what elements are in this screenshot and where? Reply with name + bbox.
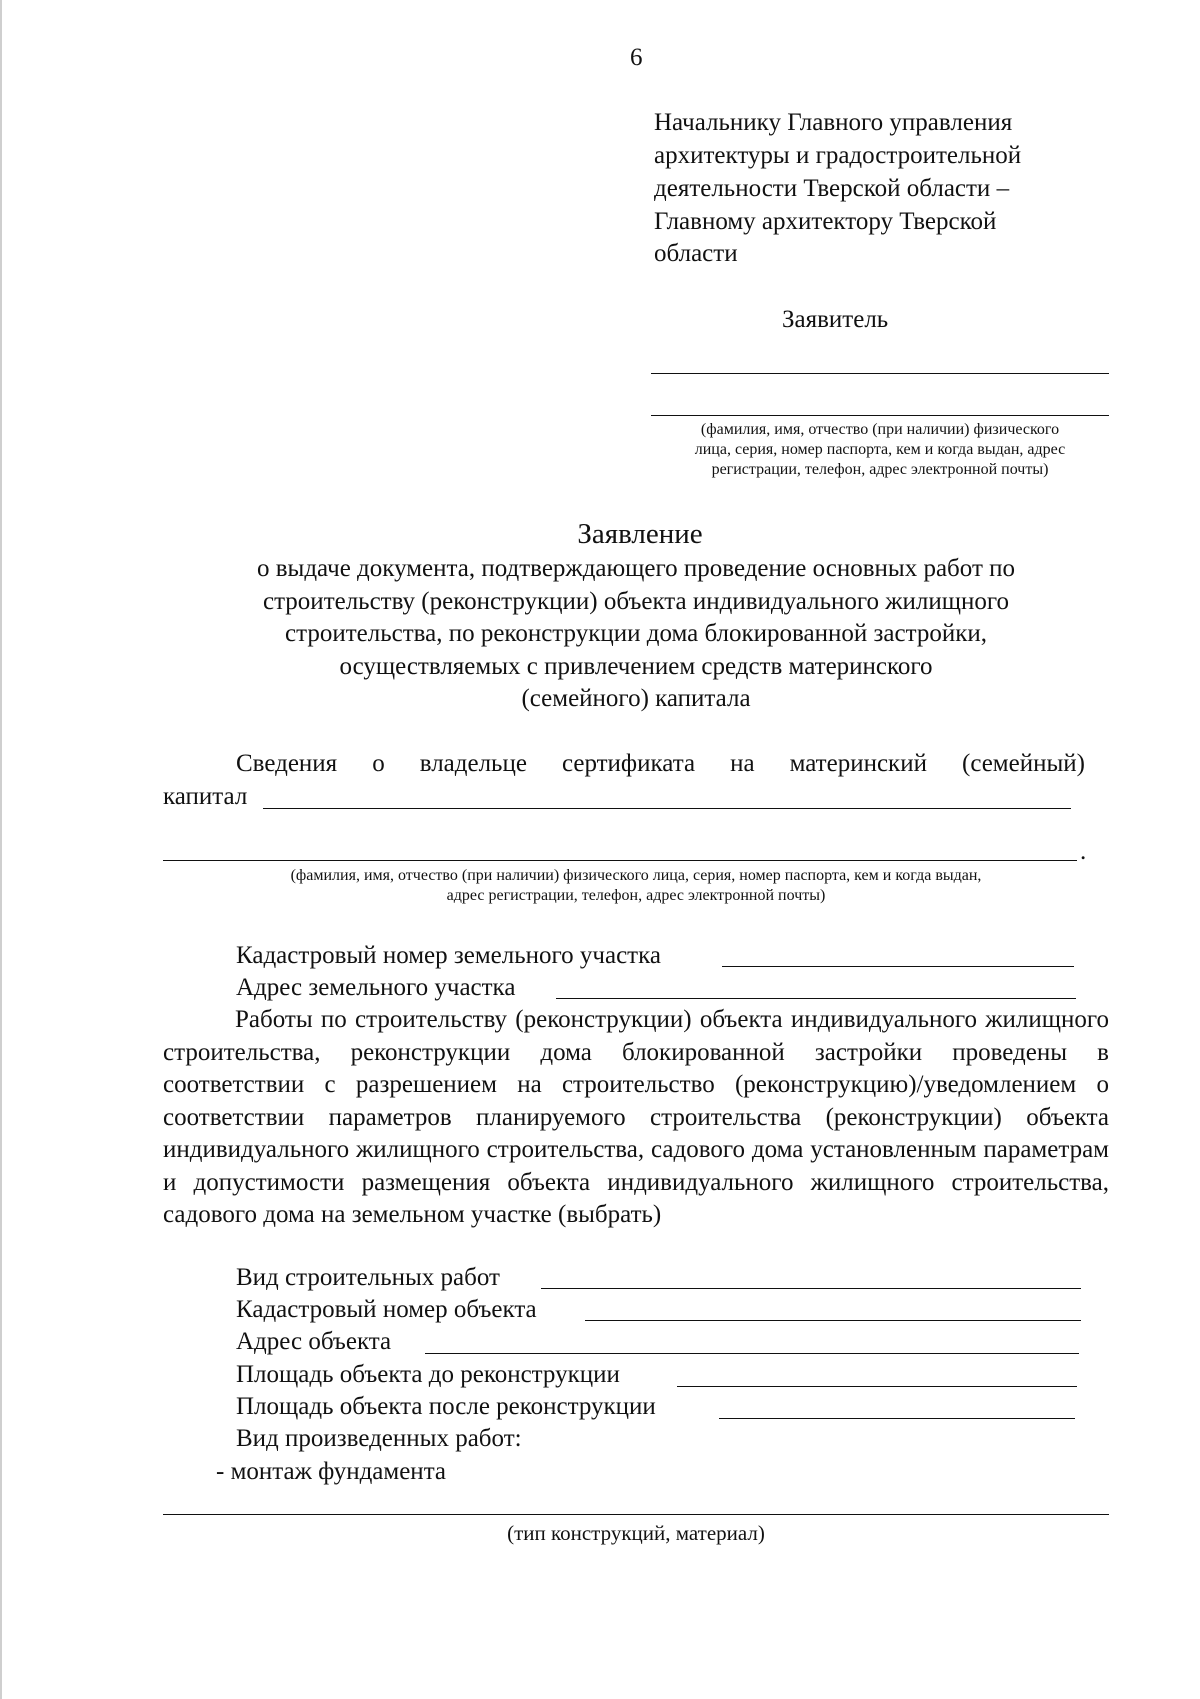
subtitle-line: о выдаче документа, подтверждающего проведение основных работ по <box>256 555 1016 582</box>
applicant-label: Заявитель <box>782 306 889 333</box>
page-number: 6 <box>630 44 643 71</box>
land-address-label: Адрес земельного участка <box>236 974 516 1001</box>
cadastral-land-line <box>722 966 1074 967</box>
subtitle-line: осуществляемых с привлечением средств материнского <box>339 652 933 680</box>
applicant-caption-line: (фамилия, имя, отчество (при наличии) физического <box>700 421 1060 438</box>
applicant-caption-line: регистрации, телефон, адрес электронной почты) <box>711 461 1049 478</box>
owner-line-2 <box>163 860 1077 861</box>
document-title: Заявление <box>577 518 703 550</box>
subtitle-line: (семейного) капитала <box>521 685 751 712</box>
owner-caption-line: адрес регистрации, телефон, адрес электронной почты) <box>446 887 826 904</box>
subtitle-line: строительству (реконструкции) объекта индивидуального жилищного <box>262 587 1010 615</box>
object-address-label: Адрес объекта <box>236 1328 392 1355</box>
subtitle-line: строительства, по реконструкции дома блокированной застройки, <box>285 620 987 647</box>
foundation-item: - монтаж фундамента <box>216 1458 447 1485</box>
works-paragraph: Работы по строительству (реконструкции) объекта индивидуального жилищного строительства, реконструкции дома блокированной застройки проведены в соответствии с разрешением на строительство (реконструкцию)/уведомлением о соответствии параметров планируемого строительства (реконструкции) объекта индивидуального жилищного строительства, садового дома установленным параметрам и допустимости размещения объекта индивидуального жилищного строительства, садового дома на земельном участке (выбрать) <box>163 1006 1109 1228</box>
addressee-line: архитектуры и градостроительной <box>654 142 1022 169</box>
owner-caption <box>163 866 1109 906</box>
works-done-label: Вид произведенных работ: <box>236 1425 522 1452</box>
owner-line-period: . <box>1080 838 1087 865</box>
cadastral-land-label: Кадастровый номер земельного участка <box>236 942 661 969</box>
addressee-line: области <box>654 240 738 267</box>
area-after-line <box>719 1418 1075 1419</box>
applicant-line-2 <box>651 415 1109 416</box>
construction-line <box>163 1514 1109 1515</box>
scan-edge <box>0 0 2 1699</box>
area-before-label: Площадь объекта до реконструкции <box>236 1361 620 1388</box>
owner-caption-line: (фамилия, имя, отчество (при наличии) физического лица, серия, номер паспорта, кем и когда выдан, <box>290 867 982 884</box>
addressee-line: деятельности Тверской области – <box>654 175 1010 202</box>
document-subtitle <box>163 553 1109 716</box>
owner-line-1 <box>263 808 1071 809</box>
applicant-line-1 <box>651 373 1109 374</box>
work-type-line <box>541 1288 1081 1289</box>
object-cadastral-label: Кадастровый номер объекта <box>236 1296 537 1323</box>
object-cadastral-line <box>585 1320 1081 1321</box>
addressee-line: Главному архитектору Тверской <box>654 208 997 235</box>
owner-capital-label: капитал <box>163 783 248 810</box>
addressee-line: Начальнику Главного управления <box>654 109 1013 136</box>
construction-caption: (тип конструкций, материал) <box>507 1521 765 1545</box>
applicant-caption-line: лица, серия, номер паспорта, кем и когда выдан, адрес <box>694 441 1066 458</box>
owner-info-line: Сведения о владельце сертификата на материнский (семейный) <box>236 750 1085 777</box>
work-type-label: Вид строительных работ <box>236 1264 500 1291</box>
area-before-line <box>677 1386 1077 1387</box>
area-after-label: Площадь объекта после реконструкции <box>236 1393 656 1420</box>
object-address-line <box>425 1353 1079 1354</box>
land-address-line <box>556 998 1076 999</box>
applicant-caption <box>651 420 1109 480</box>
